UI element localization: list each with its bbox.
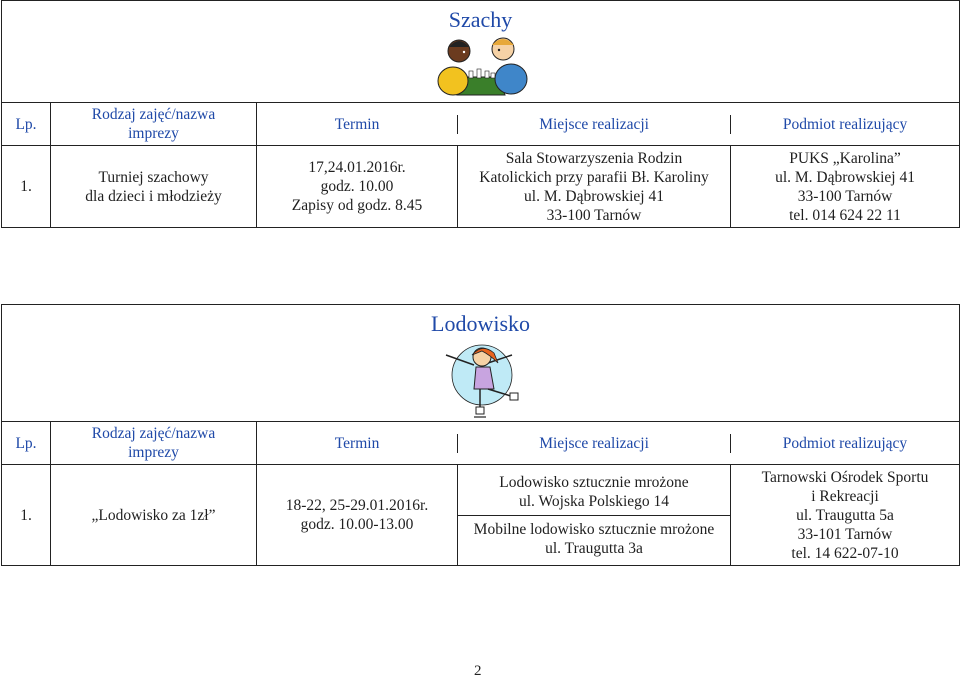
row-name xyxy=(51,465,257,566)
row-termin xyxy=(257,146,458,228)
header-group xyxy=(257,422,960,465)
section-title: Lodowisko xyxy=(431,311,530,336)
termin-line: godz. 10.00 xyxy=(320,178,394,195)
row-name xyxy=(51,146,257,228)
row-podmiot xyxy=(731,146,960,228)
szachy-table xyxy=(1,0,960,228)
podmiot-line: i Rekreacji xyxy=(811,487,879,505)
row-miejsce xyxy=(458,146,731,228)
header-rodzaj: Rodzaj zajęć/nazwa imprezy xyxy=(51,422,257,465)
name-line: Turniej szachowy xyxy=(98,168,209,186)
name-line: dla dzieci i młodzieży xyxy=(85,187,222,205)
row-miejsce xyxy=(458,465,731,566)
podmiot-line: Tarnowski Ośrodek Sportu xyxy=(761,468,929,486)
podmiot-line: PUKS „Karolina” xyxy=(789,149,901,167)
podmiot-line: ul. Traugutta 5a xyxy=(796,506,894,524)
row-lp: 1. xyxy=(2,146,51,228)
chess-players-icon xyxy=(433,33,529,97)
page-number: 2 xyxy=(474,663,482,679)
header-termin: Termin xyxy=(257,115,458,134)
podmiot-line: 33-101 Tarnów xyxy=(797,525,893,543)
header-lp: Lp. xyxy=(2,422,51,465)
name-line: „Lodowisko za 1zł” xyxy=(91,506,216,524)
row-podmiot xyxy=(731,465,960,566)
miejsce-part-a xyxy=(458,470,730,515)
miejsce-part-b xyxy=(458,515,730,561)
termin-line: 18-22, 25-29.01.2016r. xyxy=(285,497,429,514)
section-title-cell xyxy=(2,305,960,422)
podmiot-line: ul. M. Dąbrowskiej 41 xyxy=(775,168,915,186)
miejsce-line: Lodowisko sztucznie mrożone xyxy=(499,473,689,491)
miejsce-line: Sala Stowarzyszenia Rodzin xyxy=(505,149,683,167)
podmiot-line: tel. 14 622-07-10 xyxy=(791,544,899,562)
header-podmiot: Podmiot realizujący xyxy=(782,115,908,133)
header-podmiot: Podmiot realizujący xyxy=(782,434,908,452)
termin-line: 17,24.01.2016r. xyxy=(308,159,406,176)
row-lp: 1. xyxy=(2,465,51,566)
header-termin: Termin xyxy=(257,434,458,453)
header-lp: Lp. xyxy=(2,103,51,146)
termin-line: godz. 10.00-13.00 xyxy=(300,516,414,533)
podmiot-line: 33-100 Tarnów xyxy=(797,187,893,205)
miejsce-line: ul. Wojska Polskiego 14 xyxy=(518,492,670,510)
miejsce-line: ul. M. Dąbrowskiej 41 xyxy=(524,187,664,205)
row-termin xyxy=(257,465,458,566)
podmiot-line: tel. 014 624 22 11 xyxy=(789,206,901,224)
section-title: Szachy xyxy=(448,7,513,32)
miejsce-line: Katolickich przy parafii Bł. Karoliny xyxy=(479,168,709,186)
miejsce-line: 33-100 Tarnów xyxy=(546,206,642,224)
lodowisko-table xyxy=(1,304,960,566)
ice-skater-icon xyxy=(436,337,526,421)
header-miejsce: Miejsce realizacji xyxy=(458,115,731,134)
header-miejsce: Miejsce realizacji xyxy=(458,434,731,453)
miejsce-line: ul. Traugutta 3a xyxy=(545,539,643,557)
termin-line: Zapisy od godz. 8.45 xyxy=(291,197,423,214)
header-rodzaj: Rodzaj zajęć/nazwa imprezy xyxy=(51,103,257,146)
header-group xyxy=(257,103,960,146)
miejsce-line: Mobilne lodowisko sztucznie mrożone xyxy=(473,520,715,538)
section-title-cell xyxy=(2,1,960,103)
